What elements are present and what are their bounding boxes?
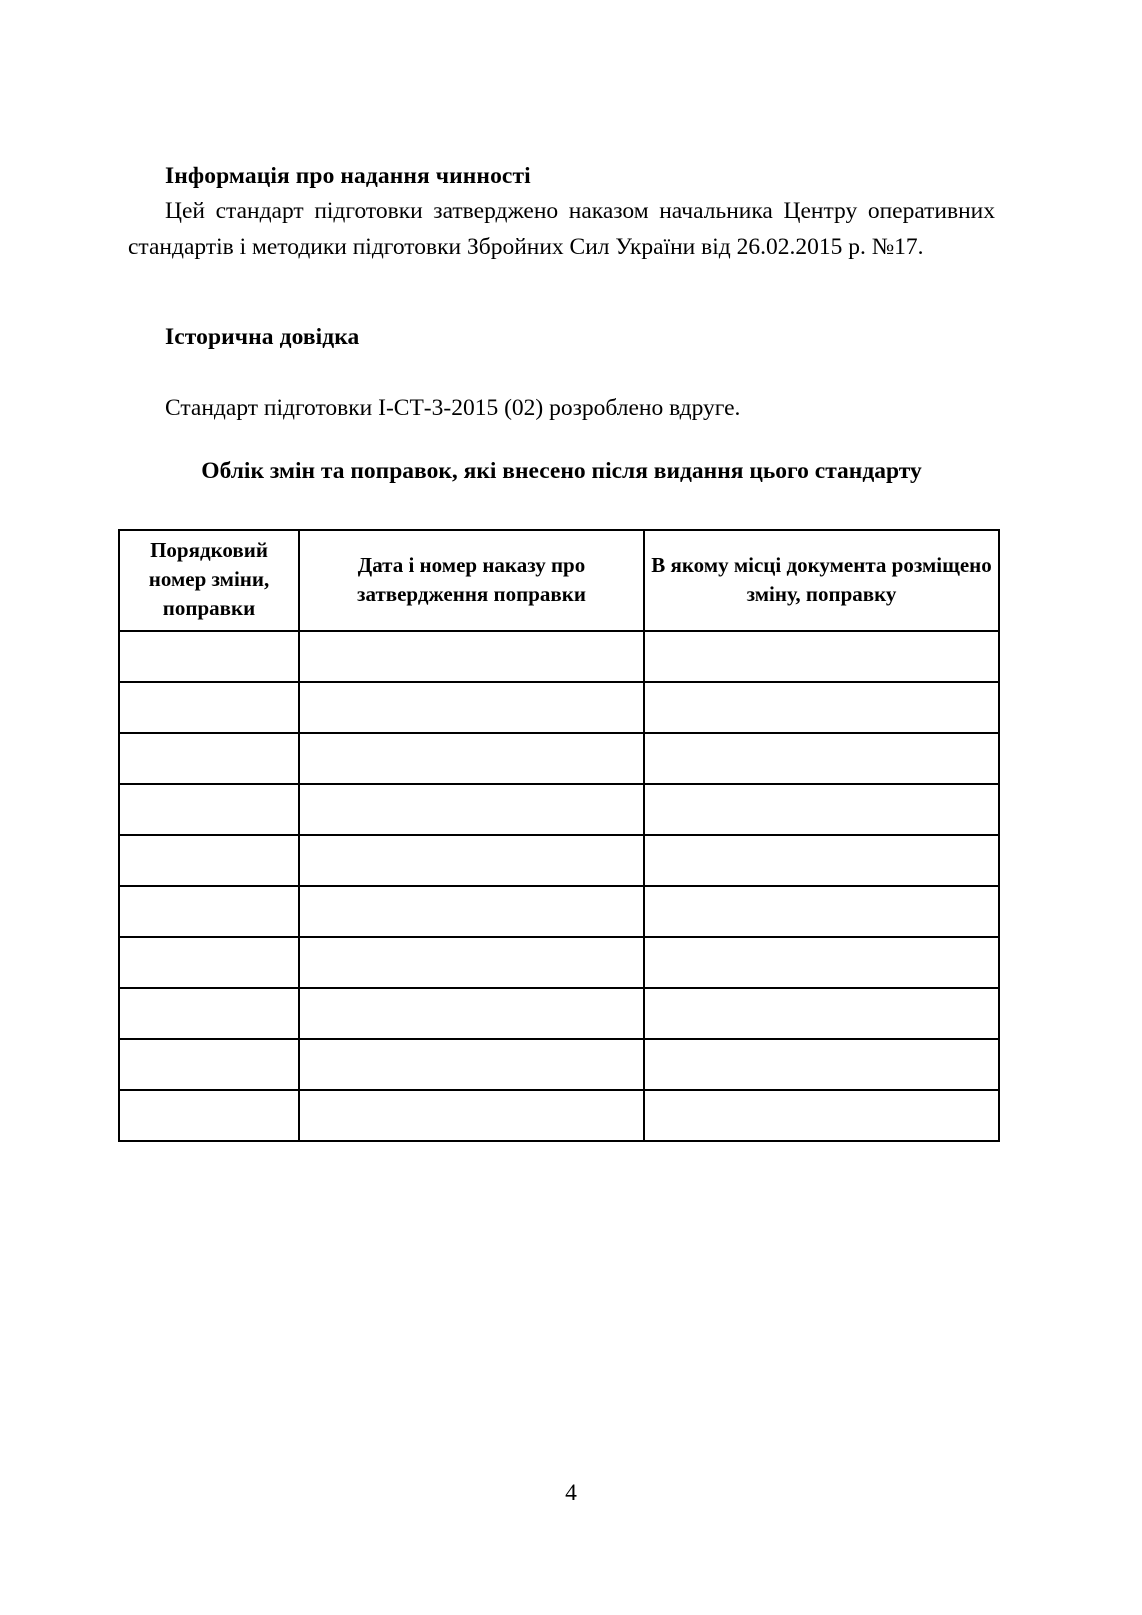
changes-table-caption: Облік змін та поправок, які внесено після видання цього стандарту xyxy=(201,458,922,484)
table-cell-order-number[interactable] xyxy=(119,886,299,937)
table-cell-location[interactable] xyxy=(644,937,999,988)
section-heading-history: Історична довідка xyxy=(165,324,360,350)
table-cell-location[interactable] xyxy=(644,733,999,784)
table-row[interactable] xyxy=(119,988,999,1039)
section-spacer-2 xyxy=(128,354,995,390)
table-header-cell-order-number: Порядковий номер зміни, поправки xyxy=(119,530,299,631)
table-cell-location[interactable] xyxy=(644,631,999,682)
table-cell-order-number[interactable] xyxy=(119,682,299,733)
changes-table xyxy=(118,529,1000,1142)
table-cell-location[interactable] xyxy=(644,835,999,886)
table-cell-order-number[interactable] xyxy=(119,937,299,988)
table-cell-location[interactable] xyxy=(644,682,999,733)
section-paragraph-validity: Цей стандарт підготовки затверджено наказом начальника Центру оперативних стандартів і методики підготовки Збройних Сил України від 26.02.2015 р. №17. xyxy=(128,198,995,260)
table-cell-order-date[interactable] xyxy=(299,733,644,784)
table-cell-order-date[interactable] xyxy=(299,886,644,937)
table-body xyxy=(119,631,999,1141)
table-header-row xyxy=(119,530,999,631)
table-cell-order-date[interactable] xyxy=(299,784,644,835)
changes-table-container xyxy=(118,529,998,1142)
table-cell-order-number[interactable] xyxy=(119,733,299,784)
table-header-cell-order-date: Дата і номер наказу про затвердження поправки xyxy=(299,530,644,631)
table-cell-location[interactable] xyxy=(644,784,999,835)
table-cell-order-number[interactable] xyxy=(119,988,299,1039)
table-cell-location[interactable] xyxy=(644,886,999,937)
table-cell-order-date[interactable] xyxy=(299,682,644,733)
table-row[interactable] xyxy=(119,886,999,937)
table-row[interactable] xyxy=(119,733,999,784)
table-row[interactable] xyxy=(119,1090,999,1141)
table-cell-location[interactable] xyxy=(644,1090,999,1141)
table-cell-order-date[interactable] xyxy=(299,988,644,1039)
table-row[interactable] xyxy=(119,835,999,886)
table-cell-order-date[interactable] xyxy=(299,631,644,682)
document-body xyxy=(128,160,995,486)
table-cell-order-number[interactable] xyxy=(119,631,299,682)
table-row[interactable] xyxy=(119,682,999,733)
table-row[interactable] xyxy=(119,784,999,835)
table-cell-order-number[interactable] xyxy=(119,835,299,886)
table-cell-location[interactable] xyxy=(644,1039,999,1090)
section-paragraph-history: Стандарт підготовки I-СТ-3-2015 (02) розроблено вдруге. xyxy=(165,395,741,421)
table-cell-order-number[interactable] xyxy=(119,1090,299,1141)
table-cell-order-date[interactable] xyxy=(299,937,644,988)
table-row[interactable] xyxy=(119,1039,999,1090)
table-cell-order-number[interactable] xyxy=(119,784,299,835)
section-spacer-3 xyxy=(128,426,995,456)
table-row[interactable] xyxy=(119,937,999,988)
table-cell-order-date[interactable] xyxy=(299,1039,644,1090)
table-cell-order-number[interactable] xyxy=(119,1039,299,1090)
table-header-cell-location: В якому місці документа розміщено зміну, поправку xyxy=(644,530,999,631)
table-cell-location[interactable] xyxy=(644,988,999,1039)
table-cell-order-date[interactable] xyxy=(299,835,644,886)
table-row[interactable] xyxy=(119,631,999,682)
table-cell-order-date[interactable] xyxy=(299,1090,644,1141)
section-heading-validity: Інформація про надання чинності xyxy=(165,163,531,189)
section-spacer-1 xyxy=(128,265,995,321)
page-number: 4 xyxy=(565,1480,577,1506)
